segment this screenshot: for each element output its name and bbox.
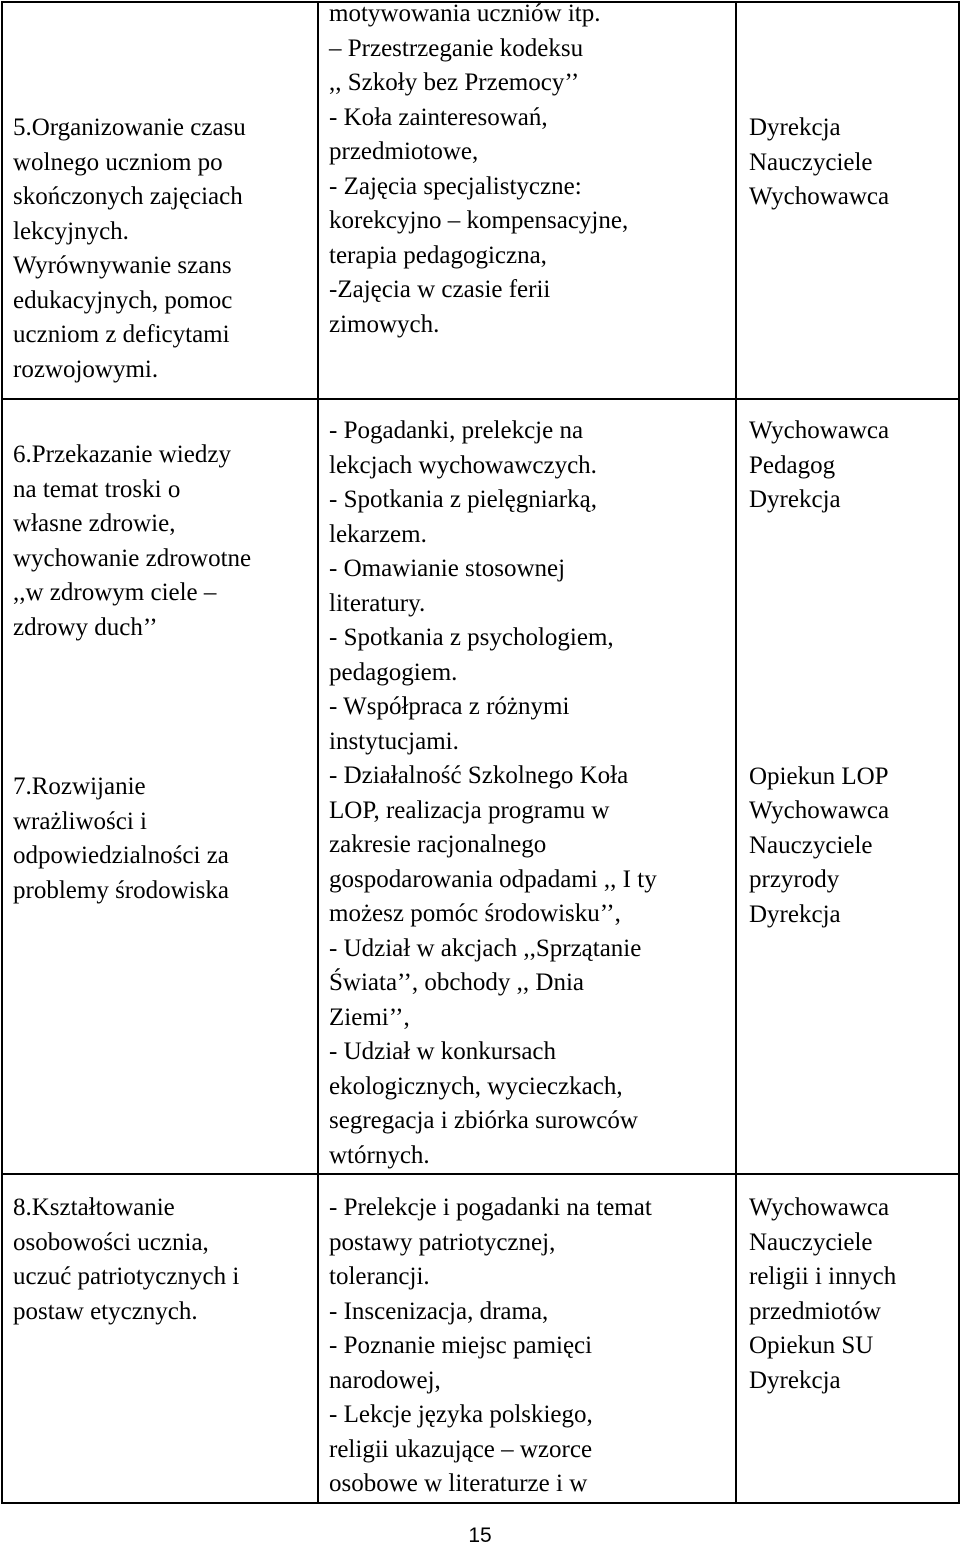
goal-cell [2, 1174, 318, 1503]
goal-line: własne zdrowie, [13, 510, 176, 537]
forms-line: - Zajęcia specjalistyczne: [329, 172, 582, 200]
forms-line: przedmiotowe, [329, 138, 479, 165]
forms-line: ,, Szkoły bez Przemocy’’ [329, 69, 580, 96]
goal-line: lekcyjnych. [13, 217, 129, 245]
forms-line: - Współpraca z różnymi [329, 693, 570, 720]
forms-line: pedagogiem. [329, 658, 458, 686]
goal-line: rozwojowymi. [13, 355, 159, 383]
responsible-line: Wychowawca [749, 417, 890, 444]
goal-line: odpowiedzialności za [13, 842, 229, 869]
forms-line: tolerancji. [329, 1263, 430, 1290]
forms-line: osobowe w literaturze i w [329, 1470, 588, 1497]
responsible-block [749, 760, 952, 933]
goal-line: problemy środowiska [13, 876, 229, 904]
responsible-line: religii i innych [749, 1263, 897, 1290]
goal-line: zdrowy duch’’ [13, 613, 158, 641]
forms-line: postawy patriotycznej, [329, 1228, 556, 1256]
forms-line: terapia pedagogiczna, [329, 241, 547, 269]
goal-line: uczuć patriotycznych i [13, 1263, 240, 1290]
forms-line: - Poznanie miejsc pamięci [329, 1332, 593, 1359]
responsible-line: Pedagog [749, 451, 836, 479]
forms-line: zakresie racjonalnego [329, 831, 547, 858]
goal-line: 7.Rozwijanie [13, 773, 146, 800]
responsible-line: Dyrekcja [749, 900, 841, 928]
goal-line: postaw etycznych. [13, 1297, 198, 1325]
responsible-line: Dyrekcja [749, 486, 841, 513]
forms-line: zimowych. [329, 310, 440, 338]
forms-line: literatury. [329, 589, 426, 617]
forms-line: -Zajęcia w czasie ferii [329, 276, 551, 303]
goal-line: osobowości ucznia, [13, 1228, 209, 1256]
goal-cell [2, 2, 318, 399]
forms-cell [318, 399, 736, 1174]
goal-line: skończonych zajęciach [13, 183, 243, 210]
goal-line: wrażliwości i [13, 807, 147, 835]
goal-block [13, 438, 307, 645]
goal-line: Wyrównywanie szans [13, 252, 232, 279]
goal-line: 8.Kształtowanie [13, 1194, 175, 1221]
goal-line: wolnego uczniom po [13, 148, 223, 176]
forms-line: – Przestrzeganie kodeksu [329, 34, 584, 62]
responsible-line: przedmiotów [749, 1297, 881, 1325]
forms-line: lekcjach wychowawczych. [329, 451, 597, 479]
goal-line: wychowanie zdrowotne [13, 544, 252, 572]
responsible-cell [736, 399, 959, 1174]
forms-cell [318, 2, 736, 399]
forms-line: - Inscenizacja, drama, [329, 1297, 549, 1325]
responsible-line: Dyrekcja [749, 114, 841, 141]
goal-line: na temat troski o [13, 475, 181, 503]
forms-line: narodowej, [329, 1366, 441, 1394]
forms-line: - Prelekcje i pogadanki na temat [329, 1194, 652, 1221]
forms-line: - Działalność Szkolnego Koła [329, 762, 629, 789]
forms-line: motywowania uczniów itp. [329, 0, 601, 27]
forms-line: - Udział w konkursach [329, 1038, 557, 1065]
plan-table [1, 1, 960, 1504]
goal-line: uczniom z deficytami [13, 321, 230, 348]
responsible-cell [736, 1174, 959, 1503]
forms-line: - Omawianie stosownej [329, 555, 566, 582]
forms-line: LOP, realizacja programu w [329, 796, 610, 824]
goal-line: edukacyjnych, pomoc [13, 286, 233, 314]
responsible-line: Wychowawca [749, 1194, 890, 1221]
goal-cell [2, 399, 318, 1174]
forms-line: - Spotkania z pielęgniarką, [329, 486, 597, 513]
forms-line: gospodarowania odpadami ,, I ty [329, 865, 657, 893]
responsible-line: Wychowawca [749, 183, 890, 210]
forms-line: wtórnych. [329, 1141, 430, 1169]
responsible-line: Nauczyciele [749, 1228, 873, 1256]
table-row [2, 1174, 959, 1503]
responsible-line: Opiekun LOP [749, 762, 889, 790]
responsible-line: Nauczyciele [749, 148, 873, 176]
forms-line: korekcyjno – kompensacyjne, [329, 207, 629, 234]
responsible-line: Dyrekcja [749, 1366, 841, 1394]
table-row [2, 399, 959, 1174]
responsible-line: przyrody [749, 866, 840, 893]
forms-line: - Pogadanki, prelekcje na [329, 417, 584, 444]
forms-cell [318, 1174, 736, 1503]
forms-line: lekarzem. [329, 520, 427, 548]
forms-line: instytucjami. [329, 727, 459, 755]
forms-line: - Udział w akcjach ,,Sprzątanie [329, 934, 642, 962]
responsible-line: Wychowawca [749, 797, 890, 824]
forms-line: segregacja i zbiórka surowców [329, 1107, 638, 1134]
goal-block [13, 770, 307, 908]
forms-line: Świata’’, obchody ,, Dnia [329, 969, 585, 996]
responsible-cell [736, 2, 959, 399]
page-number: 15 [468, 1524, 492, 1547]
goal-line: 6.Przekazanie wiedzy [13, 441, 231, 468]
responsible-line: Nauczyciele [749, 831, 873, 859]
forms-line: - Lekcje języka polskiego, [329, 1401, 593, 1428]
forms-line: możesz pomóc środowisku’’, [329, 900, 621, 927]
forms-line: Ziemi’’, [329, 1003, 410, 1031]
table-row [2, 2, 959, 399]
forms-line: ekologicznych, wycieczkach, [329, 1072, 623, 1100]
forms-line: - Spotkania z psychologiem, [329, 624, 614, 651]
forms-line: - Koła zainteresowań, [329, 103, 548, 131]
responsible-block [749, 414, 952, 518]
goal-line: ,,w zdrowym ciele – [13, 579, 217, 606]
responsible-line: Opiekun SU [749, 1332, 874, 1359]
forms-line: religii ukazujące – wzorce [329, 1435, 593, 1463]
goal-line: 5.Organizowanie czasu [13, 114, 246, 141]
